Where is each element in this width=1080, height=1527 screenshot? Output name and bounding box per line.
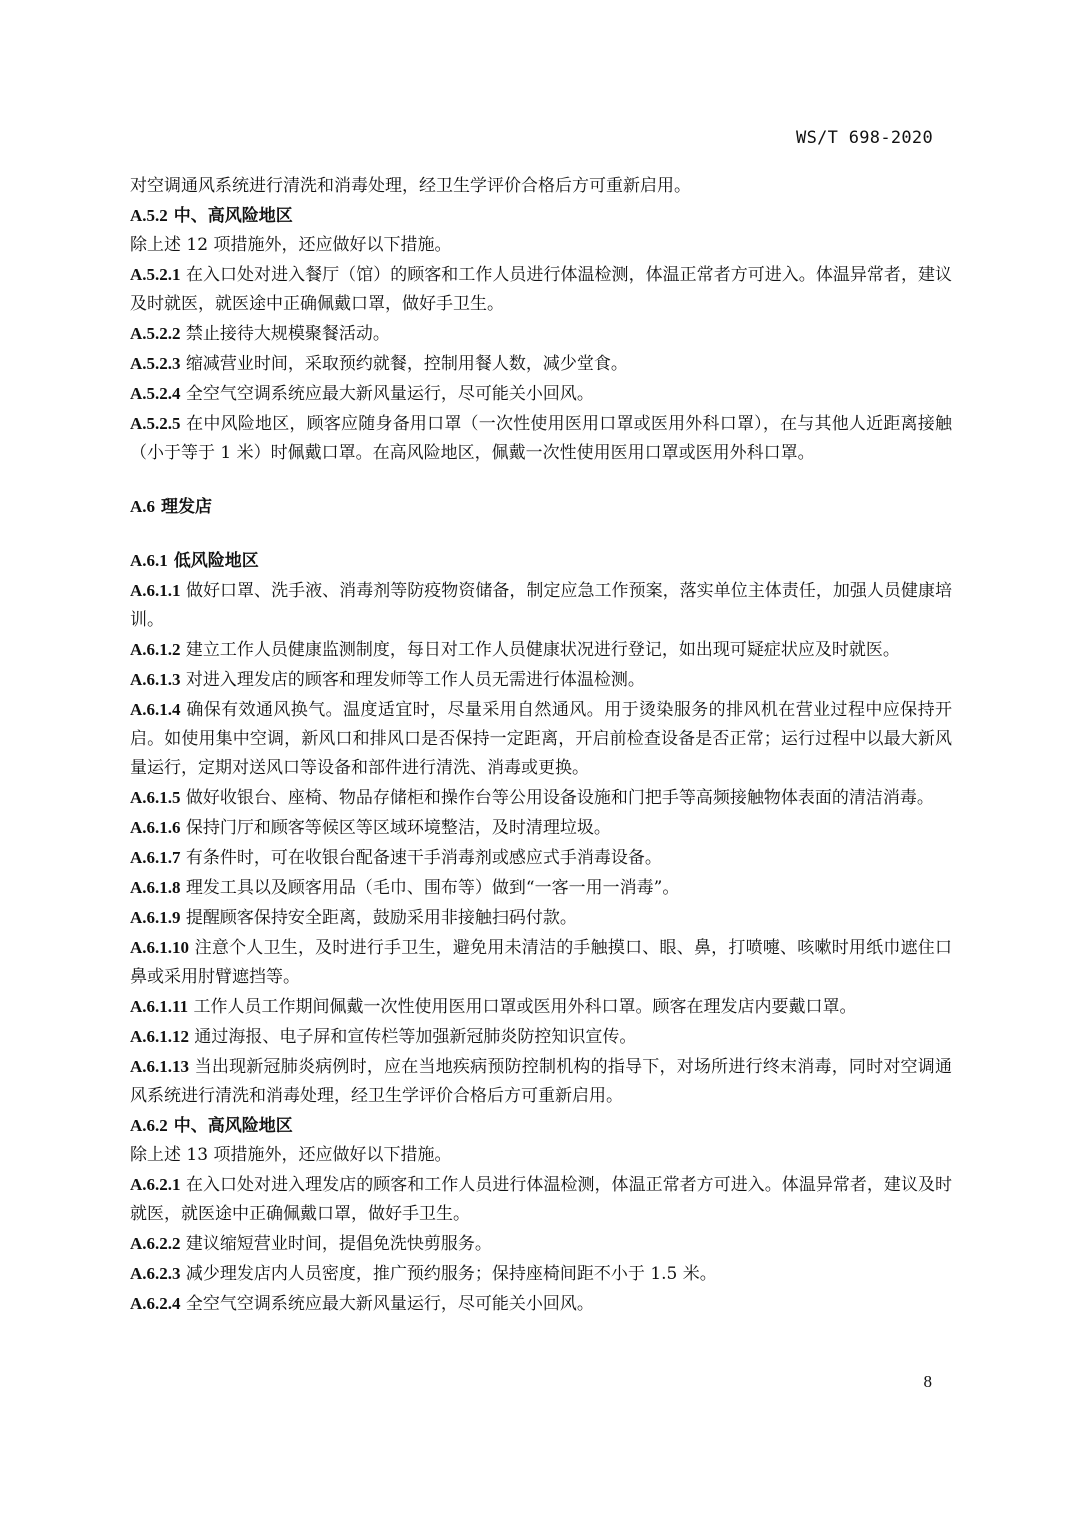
document-id-header: WS/T 698-2020 (796, 128, 933, 148)
clause-number: A.6.2 (130, 1116, 168, 1135)
clause-number: A.6 (130, 497, 156, 516)
clause-number: A.6.2.4 (130, 1294, 181, 1313)
clause-text: 低风险地区 (167, 551, 259, 571)
paragraph (130, 409, 952, 468)
clause-number: A.5.2.3 (130, 354, 181, 373)
clause-text: 保持门厅和顾客等候区等区域环境整洁，及时清理垃圾。 (180, 818, 611, 838)
clause-text: 缩减营业时间，采取预约就餐，控制用餐人数，减少堂食。 (180, 354, 628, 374)
paragraph (130, 873, 952, 903)
clause-text: 理发店 (155, 497, 212, 517)
paragraph (130, 1022, 952, 1052)
document-body (130, 172, 952, 1319)
clause-text: 禁止接待大规模聚餐活动。 (180, 324, 390, 344)
clause-text: 中、高风险地区 (167, 206, 293, 226)
page-number: 8 (923, 1372, 932, 1391)
clause-number: A.5.2 (130, 206, 168, 225)
clause-text: 通过海报、电子屏和宣传栏等加强新冠肺炎防控知识宣传。 (189, 1027, 637, 1047)
clause-text: 做好口罩、洗手液、消毒剂等防疫物资储备，制定应急工作预案，落实单位主体责任，加强人员健康培训。 (130, 581, 952, 630)
clause-text: 建立工作人员健康监测制度，每日对工作人员健康状况进行登记，如出现可疑症状应及时就医。 (180, 640, 900, 660)
clause-text: 工作人员工作期间佩戴一次性使用医用口罩或医用外科口罩。顾客在理发店内要戴口罩。 (188, 997, 857, 1017)
clause-text: 当出现新冠肺炎病例时，应在当地疾病预防控制机构的指导下，对场所进行终末消毒，同时对空调通风系统进行清洗和消毒处理，经卫生学评价合格后方可重新启用。 (130, 1057, 952, 1106)
clause-text: 全空气空调系统应最大新风量运行，尽可能关小回风。 (180, 1294, 594, 1314)
clause-text: 对空调通风系统进行清洗和消毒处理，经卫生学评价合格后方可重新启用。 (130, 176, 691, 196)
clause-number: A.6.1.6 (130, 818, 181, 837)
clause-text: 做好收银台、座椅、物品存储柜和操作台等公用设备设施和门把手等高频接触物体表面的清洁消毒。 (180, 788, 934, 808)
clause-number: A.6.1.10 (130, 938, 190, 957)
paragraph (130, 1052, 952, 1111)
clause-number: A.6.1.8 (130, 878, 181, 897)
clause-number: A.6.1.7 (130, 848, 181, 867)
clause-number: A.6.1.4 (130, 700, 181, 719)
clause-number: A.6.1.12 (130, 1027, 190, 1046)
clause-text: 中、高风险地区 (167, 1116, 293, 1136)
clause-number: A.6.1.5 (130, 788, 181, 807)
paragraph (130, 1170, 952, 1229)
paragraph (130, 319, 952, 349)
paragraph (130, 695, 952, 783)
clause-number: A.6.1.2 (130, 640, 181, 659)
paragraph (130, 576, 952, 635)
clause-text: 除上述 12 项措施外，还应做好以下措施。 (130, 235, 452, 255)
clause-number: A.6.1.1 (130, 581, 181, 600)
subsection-heading (130, 201, 952, 231)
paragraph (130, 231, 952, 260)
clause-number: A.6.1.9 (130, 908, 181, 927)
paragraph (130, 1259, 952, 1289)
clause-text: 在入口处对进入理发店的顾客和工作人员进行体温检测，体温正常者方可进入。体温异常者，建议及时就医，就医途中正确佩戴口罩，做好手卫生。 (130, 1175, 952, 1224)
clause-text: 全空气空调系统应最大新风量运行，尽可能关小回风。 (180, 384, 594, 404)
clause-number: A.6.2.3 (130, 1264, 181, 1283)
clause-number: A.5.2.1 (130, 265, 181, 284)
clause-number: A.5.2.5 (130, 414, 181, 433)
paragraph (130, 933, 952, 992)
section-heading (130, 492, 952, 522)
clause-number: A.6.2.2 (130, 1234, 181, 1253)
paragraph (130, 1289, 952, 1319)
clause-text: 在中风险地区，顾客应随身备用口罩（一次性使用医用口罩或医用外科口罩），在与其他人近距离接触（小于等于 1 米）时佩戴口罩。在高风险地区，佩戴一次性使用医用口罩或医用外科口罩。 (130, 414, 952, 463)
clause-text: 理发工具以及顾客用品（毛巾、围布等）做到“一客一用一消毒”。 (180, 878, 680, 898)
paragraph (130, 379, 952, 409)
paragraph (130, 635, 952, 665)
clause-number: A.6.1.11 (130, 997, 189, 1016)
paragraph (130, 665, 952, 695)
clause-text: 除上述 13 项措施外，还应做好以下措施。 (130, 1145, 452, 1165)
clause-text: 对进入理发店的顾客和理发师等工作人员无需进行体温检测。 (180, 670, 645, 690)
clause-text: 在入口处对进入餐厅（馆）的顾客和工作人员进行体温检测，体温正常者方可进入。体温异常者，建议及时就医，就医途中正确佩戴口罩，做好手卫生。 (130, 265, 952, 314)
paragraph (130, 172, 952, 201)
paragraph (130, 843, 952, 873)
paragraph (130, 783, 952, 813)
clause-number: A.6.1.13 (130, 1057, 190, 1076)
paragraph (130, 813, 952, 843)
clause-text: 注意个人卫生，及时进行手卫生，避免用未清洁的手触摸口、眼、鼻，打喷嚏、咳嗽时用纸巾遮住口鼻或采用肘臂遮挡等。 (130, 938, 952, 987)
clause-text: 建议缩短营业时间，提倡免洗快剪服务。 (180, 1234, 492, 1254)
clause-text: 提醒顾客保持安全距离，鼓励采用非接触扫码付款。 (180, 908, 577, 928)
subsection-heading (130, 546, 952, 576)
paragraph (130, 349, 952, 379)
clause-text: 有条件时，可在收银台配备速干手消毒剂或感应式手消毒设备。 (180, 848, 662, 868)
paragraph (130, 992, 952, 1022)
clause-number: A.5.2.4 (130, 384, 181, 403)
clause-number: A.6.2.1 (130, 1175, 181, 1194)
clause-text: 减少理发店内人员密度，推广预约服务；保持座椅间距不小于 1.5 米。 (180, 1264, 717, 1284)
paragraph (130, 260, 952, 319)
clause-number: A.6.1.3 (130, 670, 181, 689)
clause-number: A.6.1 (130, 551, 168, 570)
clause-text: 确保有效通风换气。温度适宜时，尽量采用自然通风。用于烫染服务的排风机在营业过程中应保持开启。如使用集中空调，新风口和排风口是否保持一定距离，开启前检查设备是否正常；运行过程中以最大新风量运行，定期对送风口等设备和部件进行清洗、消毒或更换。 (130, 700, 952, 778)
paragraph (130, 903, 952, 933)
paragraph (130, 1229, 952, 1259)
clause-number: A.5.2.2 (130, 324, 181, 343)
paragraph (130, 1141, 952, 1170)
subsection-heading (130, 1111, 952, 1141)
